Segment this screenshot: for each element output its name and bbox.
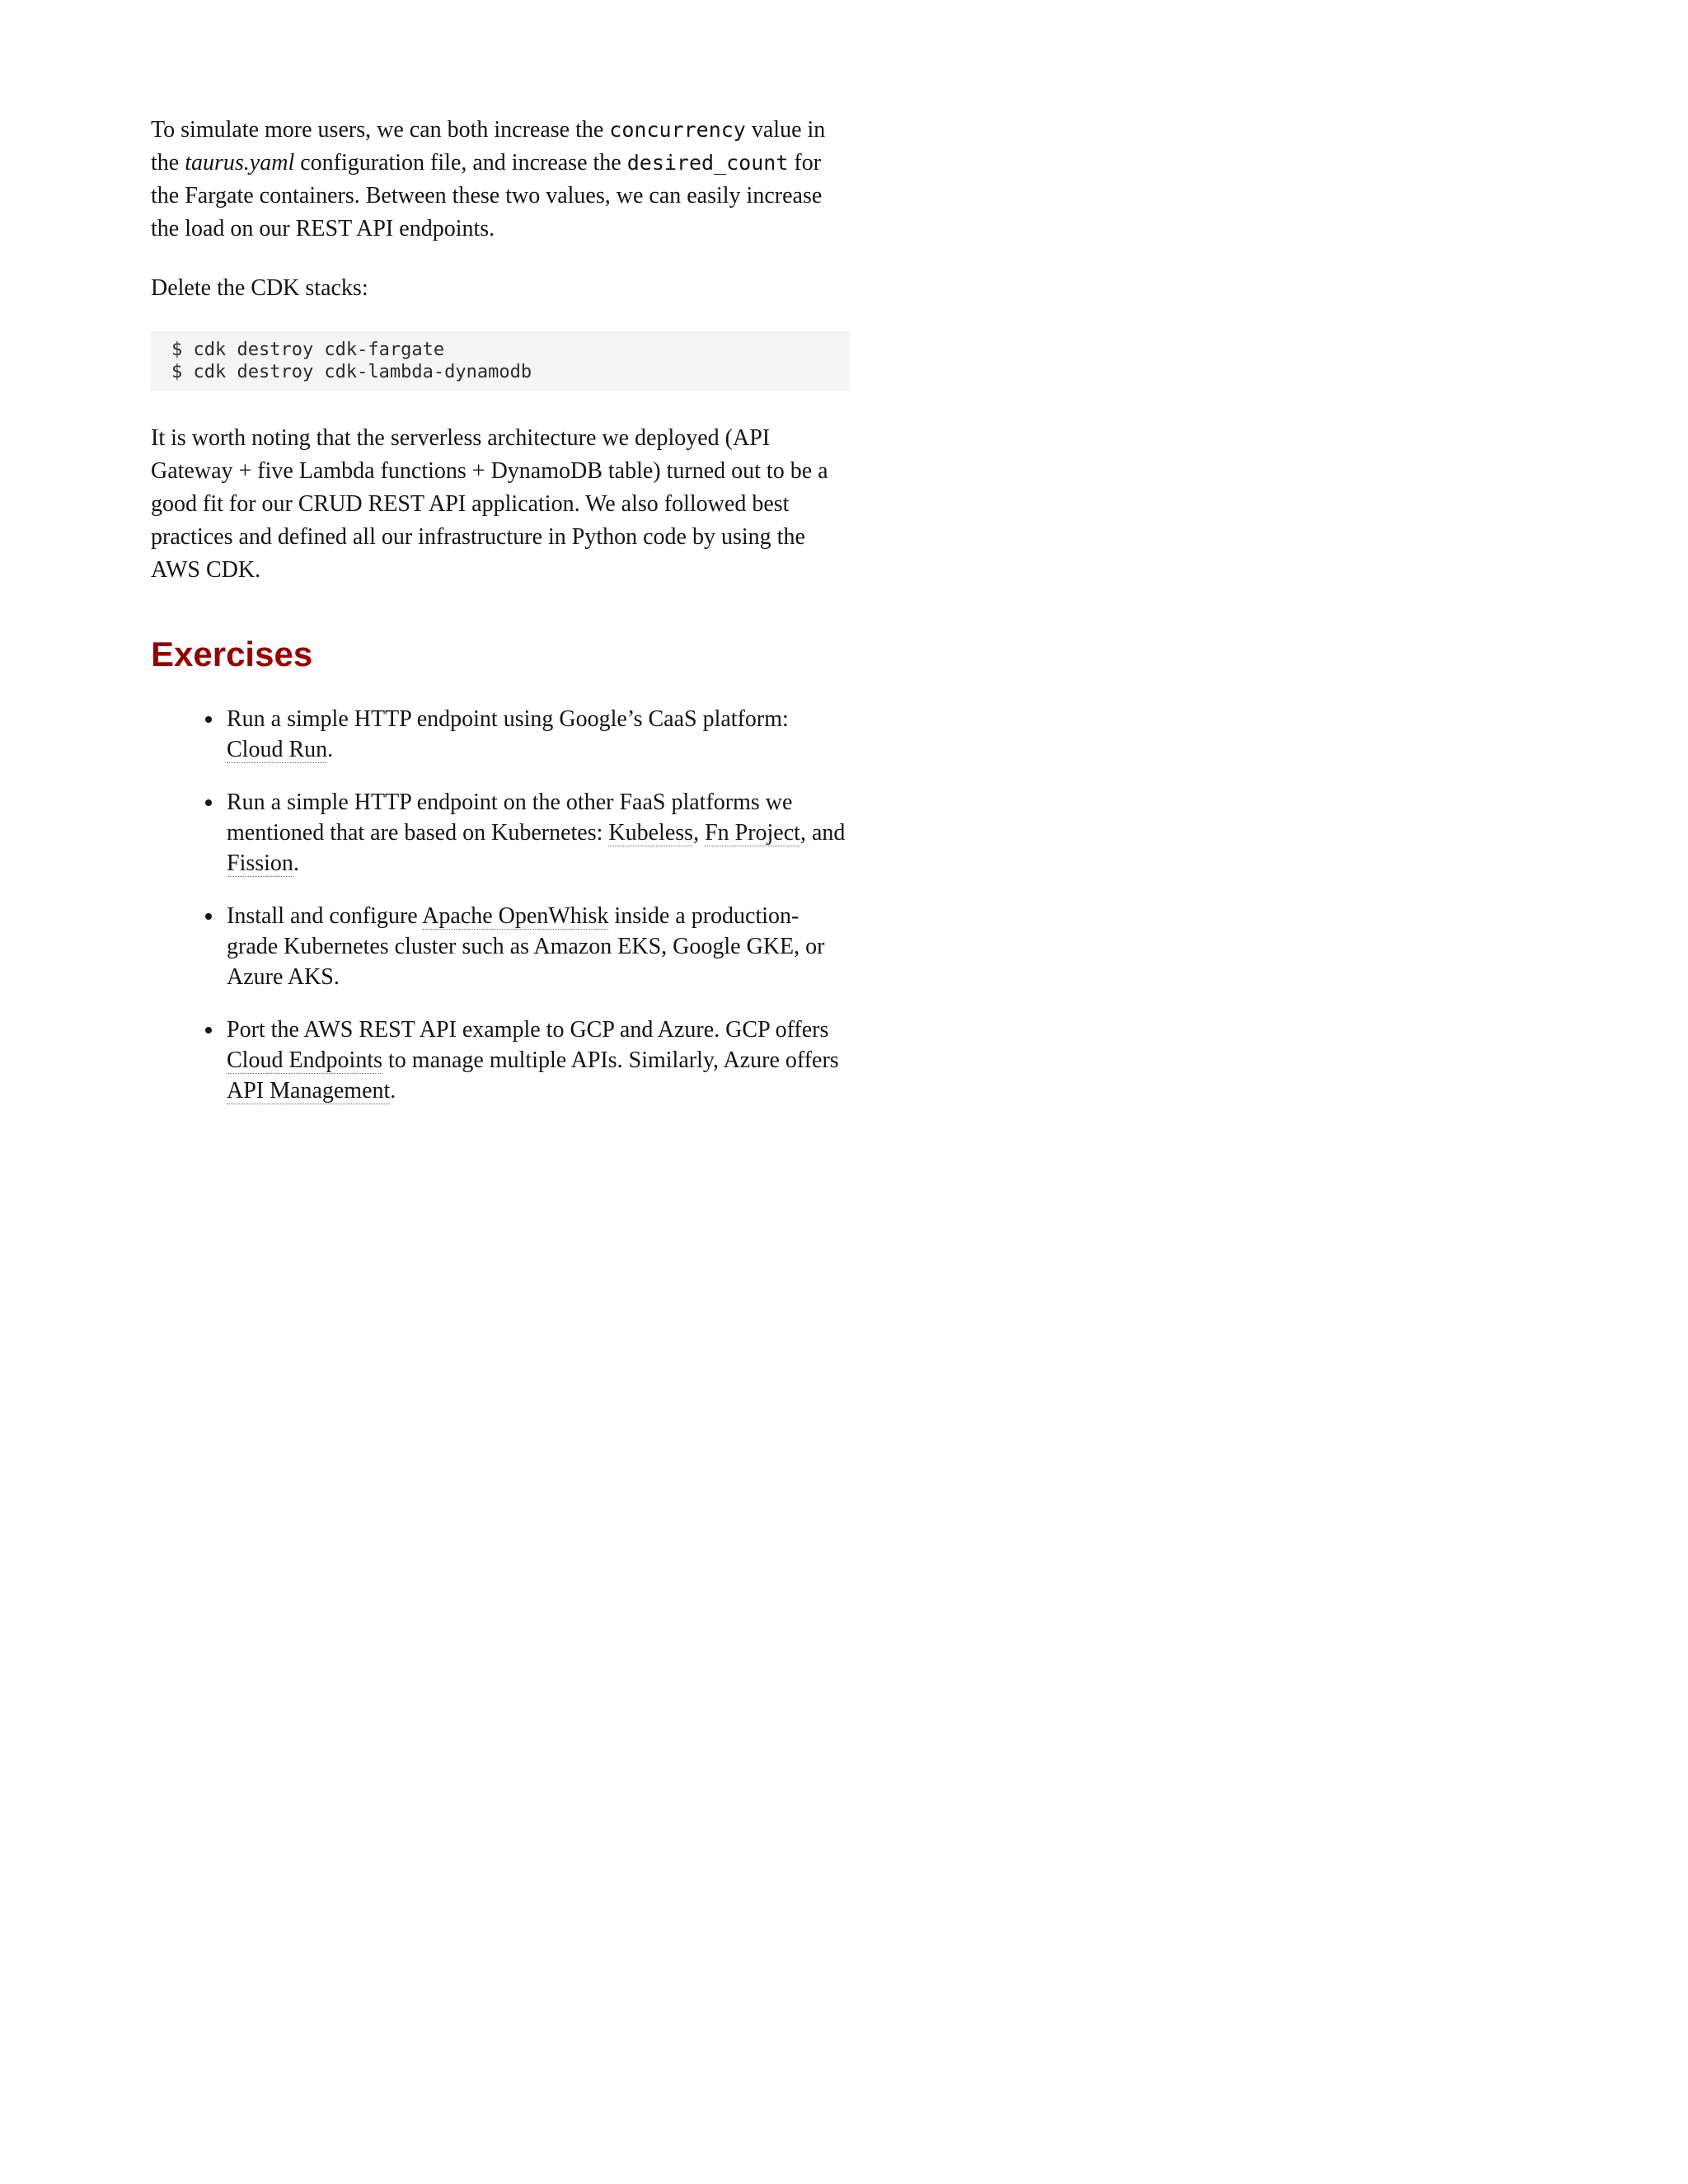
link-kubeless[interactable]: Kubeless [608,820,694,846]
text-run: . [327,737,334,762]
text-run: Run a simple HTTP endpoint using Google’s CaaS platform: [227,706,789,732]
inline-code-desired-count: desired_count [626,151,789,175]
text-run: , and [799,820,846,846]
link-cloud-endpoints[interactable]: Cloud Endpoints [227,1047,383,1073]
link-fn-project[interactable]: Fn Project [705,820,800,846]
filename-taurus-yaml: taurus.yaml [185,150,295,176]
link-apache-openwhisk[interactable]: Apache OpenWhisk [422,903,609,929]
text-run: . [390,1078,396,1104]
paragraph-worth-noting [151,422,850,587]
exercises-list [151,704,850,1106]
text-run: inside a production-grade Kubernetes cluster such as Amazon EKS, Google GKE, or Azure AKS. [227,903,825,990]
section-heading-exercises: Exercises [151,635,313,673]
link-api-management[interactable]: API Management [227,1078,391,1104]
list-item-openwhisk [224,901,850,992]
paragraph-delete-stacks [151,272,850,305]
code-line-destroy-lambda-dynamodb: $ cdk destroy cdk-lambda-dynamodb [171,362,532,382]
link-fission[interactable]: Fission [227,851,293,876]
text-run: Install and configure [227,903,423,929]
paragraph-simulate-users [151,114,850,246]
text-run: configuration file, and increase the [294,150,627,176]
text-run: for the Fargate containers. Between these two values, we can easily increase the load on our REST API endpoints. [151,150,823,241]
text-run: To simulate more users, we can both increase the [151,117,610,143]
list-item-cloud-run [224,704,850,765]
text-run: value in the [151,117,826,176]
text-run: . [293,851,299,876]
text-run: Port the AWS REST API example to GCP and Azure. GCP offers [227,1017,829,1043]
text-run: Run a simple HTTP endpoint on the other FaaS platforms we mentioned that are based on Kubernetes: [227,790,793,846]
list-item-port-to-gcp-azure [224,1015,850,1106]
text-run: to manage multiple APIs. Similarly, Azure offers [382,1047,839,1073]
code-line-destroy-fargate: $ cdk destroy cdk-fargate [171,340,445,360]
text-run: , [693,820,706,846]
inline-code-concurrency: concurrency [609,118,746,142]
page-content [151,114,850,1128]
list-item-faas-platforms [224,787,850,879]
code-block-cdk-destroy [151,331,850,391]
text-run: Delete the CDK stacks: [151,275,368,301]
text-run: It is worth noting that the serverless architecture we deployed (API Gateway + five Lambda functions + DynamoDB table) turned out to be a good fit for our CRUD REST API application. We also followed best practices and defined all our infrastructure in Python code by using the AWS CDK. [151,425,828,583]
link-cloud-run[interactable]: Cloud Run [227,737,328,762]
